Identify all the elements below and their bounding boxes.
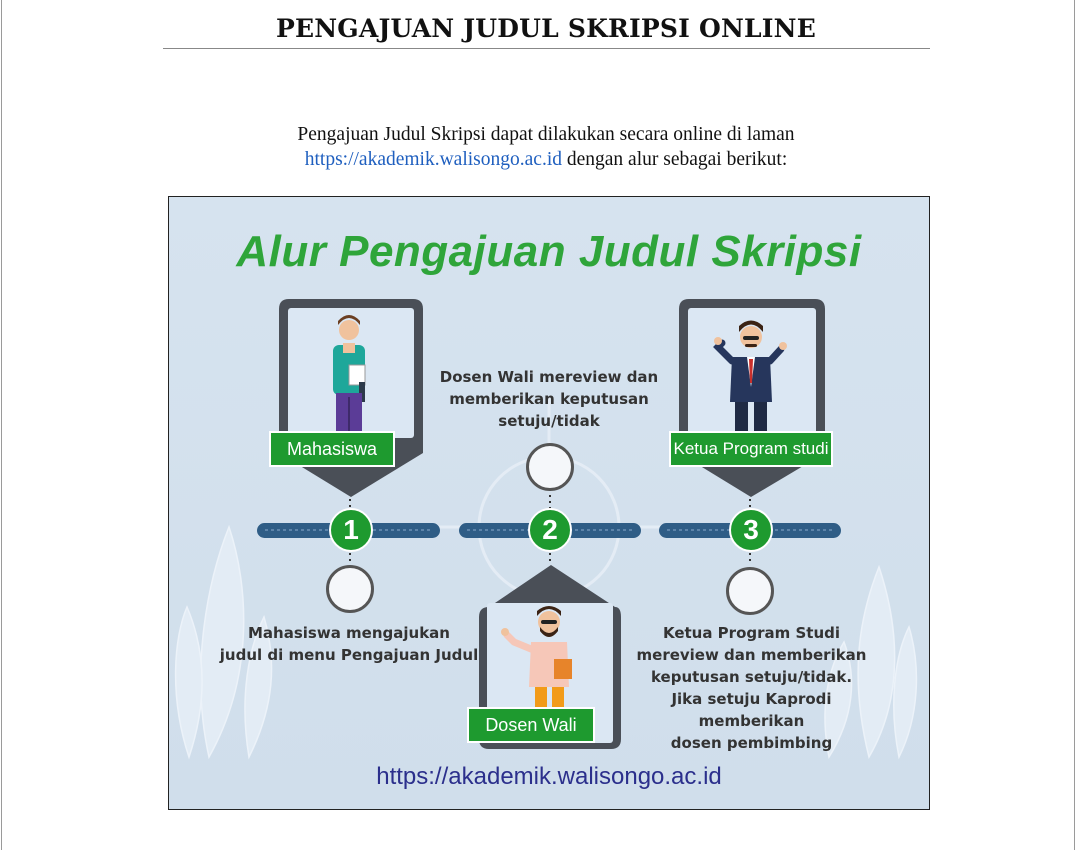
- monitor-icon: [326, 565, 374, 613]
- infographic-title: Alur Pengajuan Judul Skripsi: [236, 227, 862, 276]
- infographic-url-link[interactable]: https://akademik.walisongo.ac.id: [376, 763, 722, 790]
- tablet-icon: [526, 443, 574, 491]
- intro-text-line1: Pengajuan Judul Skripsi dapat dilakukan secara online di laman: [297, 124, 795, 145]
- document-title: PENGAJUAN JUDUL SKRIPSI ONLINE: [276, 14, 816, 43]
- intro-url-link[interactable]: https://akademik.walisongo.ac.id: [304, 149, 562, 170]
- tablet-icon: [726, 567, 774, 615]
- step-3-description: Ketua Program Studi mereview dan memberikan keputusan setuju/tidak. Jika setuju Kaprodi memberikan dosen pembimbing: [636, 624, 867, 752]
- role-label-mahasiswa: Mahasiswa: [269, 431, 395, 467]
- page-edge-left: [1, 0, 2, 850]
- intro-paragraph: [190, 122, 902, 172]
- page-edge-right: [1074, 0, 1075, 850]
- step-number-2: 2: [528, 508, 572, 552]
- step-number-3: 3: [729, 508, 773, 552]
- role-label-kaprodi: Ketua Program studi: [669, 431, 833, 467]
- step-2-description: Dosen Wali mereview dan memberikan keputusan setuju/tidak: [439, 368, 659, 430]
- title-underline: [163, 48, 930, 49]
- step-number-1: 1: [329, 508, 373, 552]
- step-1-description: Mahasiswa mengajukan judul di menu Pengajuan Judul: [219, 624, 479, 664]
- intro-text-line2: dengan alur sebagai berikut:: [562, 149, 788, 170]
- flow-infographic: [168, 196, 930, 810]
- role-label-dosen-wali: Dosen Wali: [467, 707, 595, 743]
